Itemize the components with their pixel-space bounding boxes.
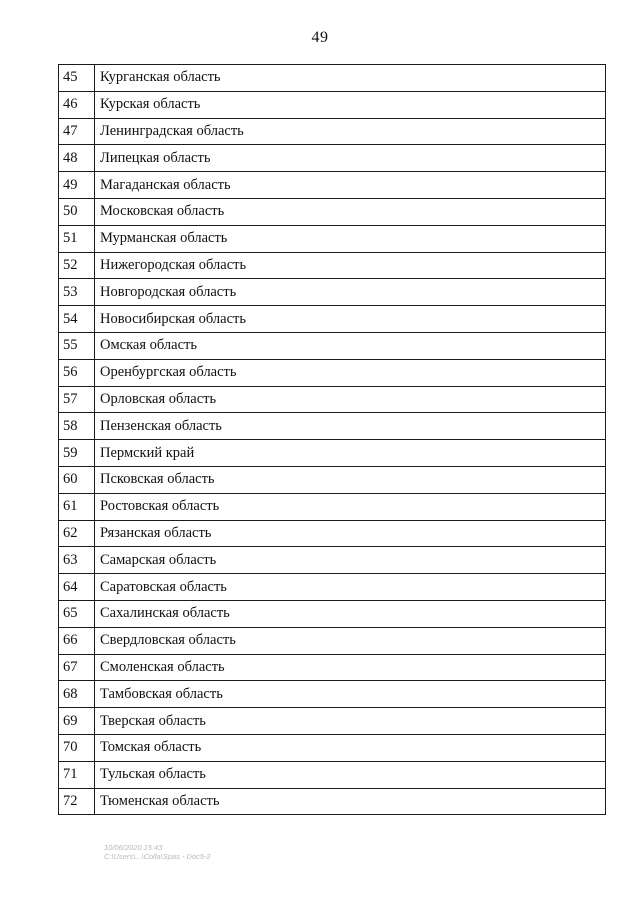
row-number: 56 [59,359,95,386]
table-row [59,413,606,440]
table-row [59,547,606,574]
table-row [59,574,606,601]
table-row [59,734,606,761]
row-number: 57 [59,386,95,413]
region-name: Самарская область [95,547,606,574]
footer-stamp [104,843,211,861]
table-row [59,252,606,279]
table-row [59,627,606,654]
row-number: 52 [59,252,95,279]
table-row [59,466,606,493]
row-number: 70 [59,734,95,761]
row-number: 55 [59,332,95,359]
region-name: Новгородская область [95,279,606,306]
row-number: 69 [59,708,95,735]
region-name: Тамбовская область [95,681,606,708]
row-number: 46 [59,91,95,118]
region-name: Пермский край [95,440,606,467]
table-row [59,91,606,118]
table-row [59,654,606,681]
region-name: Курская область [95,91,606,118]
region-name: Тверская область [95,708,606,735]
footer-stamp-line-2: С:\Users\...\Colla\Spas - Doc5-2 [104,852,211,861]
row-number: 48 [59,145,95,172]
table-row [59,600,606,627]
footer-stamp-line-1: 10/06/2020 15:43 [104,843,163,852]
region-name: Мурманская область [95,225,606,252]
region-name: Нижегородская область [95,252,606,279]
region-name: Ростовская область [95,493,606,520]
region-name: Псковская область [95,466,606,493]
region-name: Ленинградская область [95,118,606,145]
table-row [59,359,606,386]
table-row [59,520,606,547]
table-row [59,332,606,359]
row-number: 68 [59,681,95,708]
row-number: 63 [59,547,95,574]
region-name: Курганская область [95,65,606,92]
row-number: 53 [59,279,95,306]
row-number: 59 [59,440,95,467]
table-row [59,306,606,333]
table-body [59,65,606,815]
row-number: 45 [59,65,95,92]
region-name: Смоленская область [95,654,606,681]
table-row [59,708,606,735]
table-row [59,440,606,467]
row-number: 64 [59,574,95,601]
region-name: Оренбургская область [95,359,606,386]
table-row [59,681,606,708]
row-number: 60 [59,466,95,493]
region-name: Рязанская область [95,520,606,547]
row-number: 51 [59,225,95,252]
region-name: Новосибирская область [95,306,606,333]
row-number: 62 [59,520,95,547]
table-row [59,761,606,788]
table-row [59,493,606,520]
region-name: Томская область [95,734,606,761]
region-name: Магаданская область [95,172,606,199]
table-row [59,198,606,225]
row-number: 71 [59,761,95,788]
region-name: Московская область [95,198,606,225]
table-row [59,386,606,413]
row-number: 61 [59,493,95,520]
table-row [59,279,606,306]
regions-table [58,64,606,815]
region-name: Саратовская область [95,574,606,601]
row-number: 66 [59,627,95,654]
table-row [59,145,606,172]
table-row [59,65,606,92]
table-row [59,118,606,145]
region-name: Омская область [95,332,606,359]
row-number: 67 [59,654,95,681]
row-number: 50 [59,198,95,225]
row-number: 47 [59,118,95,145]
row-number: 65 [59,600,95,627]
region-name: Сахалинская область [95,600,606,627]
region-name: Орловская область [95,386,606,413]
row-number: 54 [59,306,95,333]
region-name: Тульская область [95,761,606,788]
region-name: Пензенская область [95,413,606,440]
table-row [59,788,606,815]
row-number: 49 [59,172,95,199]
page-number: 49 [311,29,329,46]
region-name: Липецкая область [95,145,606,172]
table-row [59,172,606,199]
region-name: Свердловская область [95,627,606,654]
region-name: Тюменская область [95,788,606,815]
table-row [59,225,606,252]
row-number: 58 [59,413,95,440]
row-number: 72 [59,788,95,815]
